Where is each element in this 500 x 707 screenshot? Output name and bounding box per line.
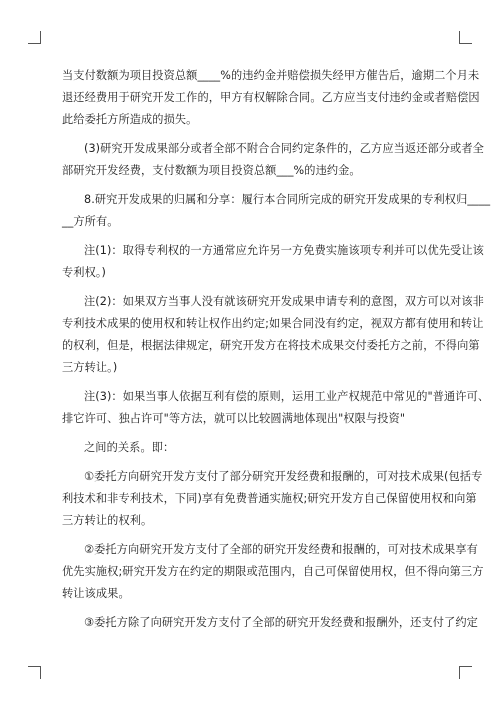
text-line: (3)研究开发成果部分或者全部不附合合同约定条件的，乙方应当返还部分或者全 (84, 142, 484, 155)
crop-mark-top-left (28, 31, 41, 44)
text-line: 利技术和非专利技术，下同)享有免费普通实施权;研究开发方自己保留使用权和向第 (62, 492, 477, 505)
text-line: 注(2)：如果双方当事人没有就该研究开发成果申请专利的意图，双方可以对该非 (84, 295, 484, 308)
text-line: 注(1)：取得专利权的一方通常应允许另一方免费实施该项专利并可以优先受让该 (84, 244, 484, 257)
text-line: 排它许可、独占许可"等方法，就可以比较圆满地体现出"权限与投资" (62, 412, 406, 425)
crop-mark-bottom-right (459, 666, 472, 679)
text-line: 专利技术成果的使用权和转让权作出约定;如果合同没有约定，视双方都有使用和转让 (62, 317, 484, 330)
text-line: 部研究开发经费，支付数额为项目投资总额___%的违约金。 (62, 164, 361, 177)
text-line: 8.研究开发成果的归属和分享：履行本合同所完成的研究开发成果的专利权归____ (84, 193, 491, 206)
text-line: 三方转让。) (62, 361, 118, 374)
text-line: __方所有。 (62, 215, 119, 228)
text-line: 转让该成果。 (62, 587, 130, 600)
text-line: 之间的关系。即： (84, 441, 175, 454)
text-line: 专利权。) (62, 266, 107, 279)
text-line: 的权利，但是，根据法律规定，研究开发方在将技术成果交付委托方之前，不得向第 (62, 339, 480, 352)
paragraph (62, 539, 484, 605)
text-line: 注(3)：如果当事人依据互利有偿的原则，运用工业产权规范中常见的"普通许可、 (84, 390, 490, 403)
crop-mark-top-right (459, 31, 472, 44)
text-line: 优先实施权;研究开发方在约定的期限或范围内，自己可保留使用权，但不得向第三方 (62, 565, 484, 578)
paragraph (62, 437, 442, 459)
paragraph (62, 291, 484, 379)
text-line: ②委托方向研究开发方支付了全部的研究开发经费和报酬的，可对技术成果享有 (84, 543, 478, 556)
text-line: ③委托方除了向研究开发方支付了全部的研究开发经费和报酬外，还支付了约定 (84, 616, 478, 629)
paragraph (62, 240, 484, 284)
text-line: 当支付数额为项目投资总额____%的违约金并赔偿损失经甲方催告后，逾期二个月未 (62, 69, 480, 82)
crop-mark-bottom-left (28, 666, 41, 679)
document-body (62, 65, 491, 634)
text-line: 退还经费用于研究开发工作的，甲方有权解除合同。乙方应当支付违约金或者赔偿因 (62, 91, 480, 104)
paragraph (62, 138, 484, 182)
text-line: 三方转让的权利。 (62, 514, 153, 527)
paragraph (62, 466, 483, 532)
paragraph (62, 612, 478, 634)
paragraph (62, 386, 490, 430)
paragraph (62, 65, 480, 131)
text-line: ①委托方向研究开发方支付了部分研究开发经费和报酬的，可对技术成果(包括专 (84, 470, 483, 483)
paragraph (62, 189, 491, 233)
text-line: 此给委托方所造成的损失。 (62, 113, 198, 126)
